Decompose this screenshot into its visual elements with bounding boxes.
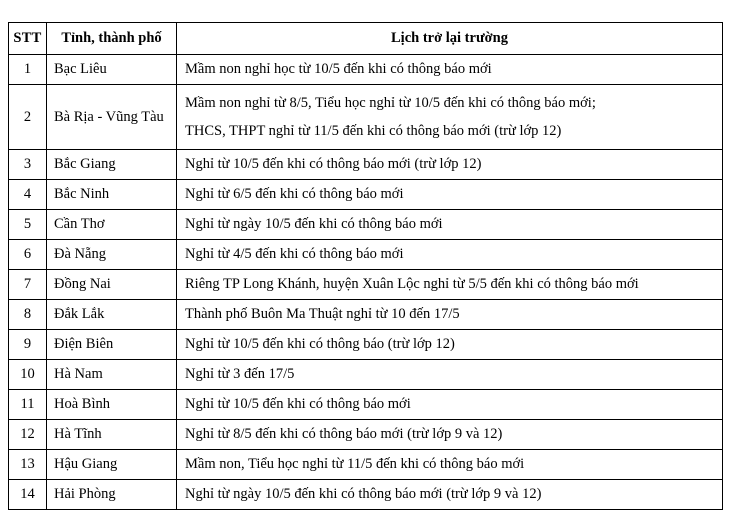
- school-return-schedule-table: [8, 22, 723, 510]
- cell-province: Hải Phòng: [47, 480, 177, 510]
- schedule-line: Nghỉ từ 10/5 đến khi có thông báo (trừ lớp 12): [185, 336, 455, 352]
- cell-province: Bạc Liêu: [47, 55, 177, 85]
- schedule-line: Mầm non nghỉ học từ 10/5 đến khi có thông báo mới: [185, 61, 492, 77]
- cell-province: Hoà Bình: [47, 390, 177, 420]
- cell-stt: 13: [9, 450, 47, 480]
- cell-schedule: [177, 330, 723, 360]
- cell-schedule: [177, 55, 723, 85]
- cell-stt: 1: [9, 55, 47, 85]
- cell-province: Bắc Ninh: [47, 180, 177, 210]
- table-row: [9, 330, 723, 360]
- schedule-line: Nghỉ từ 8/5 đến khi có thông báo mới (trừ lớp 9 và 12): [185, 426, 503, 442]
- table-row: [9, 420, 723, 450]
- table-row: [9, 360, 723, 390]
- table-row: [9, 85, 723, 150]
- cell-province: Điện Biên: [47, 330, 177, 360]
- schedule-line: Mầm non, Tiểu học nghỉ từ 11/5 đến khi có thông báo mới: [185, 456, 525, 472]
- table-body: [9, 55, 723, 510]
- cell-province: Cần Thơ: [47, 210, 177, 240]
- table-row: [9, 150, 723, 180]
- cell-province: Đà Nẵng: [47, 240, 177, 270]
- cell-schedule: [177, 210, 723, 240]
- cell-schedule: [177, 270, 723, 300]
- cell-stt: 4: [9, 180, 47, 210]
- cell-stt: 14: [9, 480, 47, 510]
- column-header-province: Tỉnh, thành phố: [47, 23, 177, 55]
- cell-schedule: [177, 360, 723, 390]
- table-header-row: [9, 23, 723, 55]
- schedule-line: Nghỉ từ 4/5 đến khi có thông báo mới: [185, 246, 404, 262]
- schedule-line: Riêng TP Long Khánh, huyện Xuân Lộc nghỉ từ 5/5 đến khi có thông báo mới: [185, 276, 639, 292]
- cell-schedule: [177, 450, 723, 480]
- cell-stt: 3: [9, 150, 47, 180]
- cell-stt: 6: [9, 240, 47, 270]
- cell-province: Bà Rịa - Vũng Tàu: [47, 85, 177, 150]
- table-row: [9, 240, 723, 270]
- cell-schedule: [177, 390, 723, 420]
- table-row: [9, 450, 723, 480]
- cell-province: Hậu Giang: [47, 450, 177, 480]
- schedule-line: Nghỉ từ 10/5 đến khi có thông báo mới (trừ lớp 12): [185, 156, 482, 172]
- cell-province: Hà Nam: [47, 360, 177, 390]
- table-row: [9, 210, 723, 240]
- cell-schedule: [177, 420, 723, 450]
- cell-province: Đồng Nai: [47, 270, 177, 300]
- table-row: [9, 390, 723, 420]
- cell-schedule: [177, 240, 723, 270]
- schedule-line: Nghỉ từ ngày 10/5 đến khi có thông báo mới: [185, 216, 443, 232]
- cell-province: Hà Tĩnh: [47, 420, 177, 450]
- cell-stt: 12: [9, 420, 47, 450]
- schedule-line: THCS, THPT nghỉ từ 11/5 đến khi có thông báo mới (trừ lớp 12): [185, 122, 562, 139]
- column-header-stt: STT: [9, 23, 47, 55]
- cell-stt: 5: [9, 210, 47, 240]
- cell-stt: 7: [9, 270, 47, 300]
- cell-schedule: [177, 180, 723, 210]
- cell-stt: 8: [9, 300, 47, 330]
- column-header-schedule: Lịch trở lại trường: [177, 23, 723, 55]
- table-header: [9, 23, 723, 55]
- table-row: [9, 300, 723, 330]
- schedule-line: Nghỉ từ 3 đến 17/5: [185, 366, 295, 382]
- schedule-line: Nghỉ từ 10/5 đến khi có thông báo mới: [185, 396, 411, 412]
- cell-stt: 11: [9, 390, 47, 420]
- cell-stt: 10: [9, 360, 47, 390]
- table-row: [9, 270, 723, 300]
- schedule-line: Nghỉ từ ngày 10/5 đến khi có thông báo mới (trừ lớp 9 và 12): [185, 486, 542, 502]
- cell-stt: 2: [9, 85, 47, 150]
- cell-province: Đắk Lắk: [47, 300, 177, 330]
- schedule-line: Thành phố Buôn Ma Thuật nghỉ từ 10 đến 17/5: [185, 306, 460, 322]
- cell-schedule: [177, 300, 723, 330]
- table-row: [9, 180, 723, 210]
- cell-schedule: [177, 85, 723, 150]
- cell-schedule: [177, 150, 723, 180]
- table-row: [9, 55, 723, 85]
- cell-stt: 9: [9, 330, 47, 360]
- cell-province: Bắc Giang: [47, 150, 177, 180]
- schedule-line: Nghỉ từ 6/5 đến khi có thông báo mới: [185, 186, 404, 202]
- schedule-line: Mầm non nghỉ từ 8/5, Tiểu học nghỉ từ 10/5 đến khi có thông báo mới;: [185, 94, 596, 111]
